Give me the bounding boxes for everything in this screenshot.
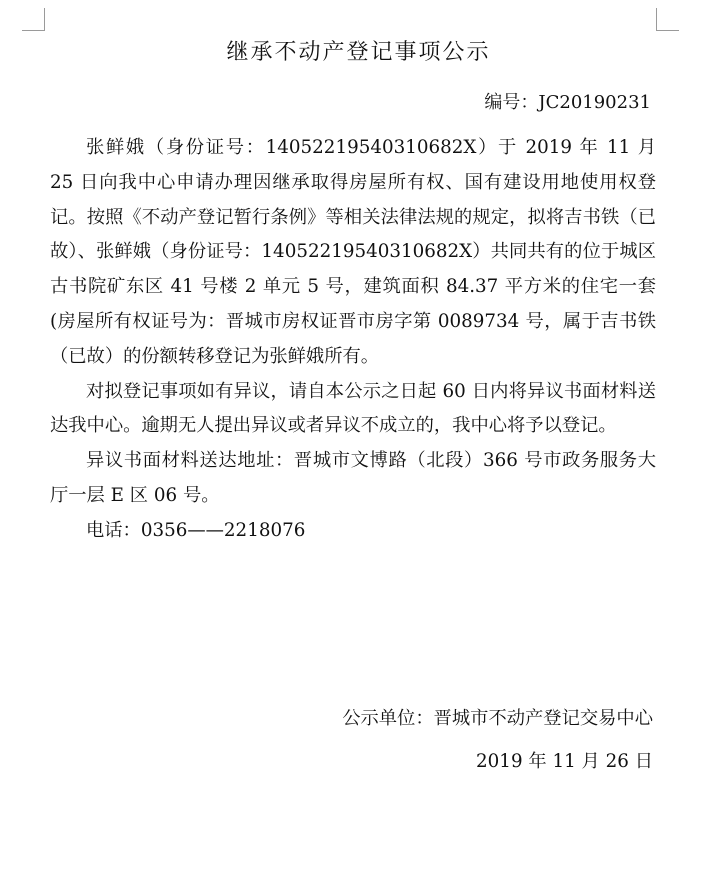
paragraph-objection-address: 异议书面材料送达地址：晋城市文博路（北段）366 号市政务服务大厅一层 E 区 06 号。	[50, 450, 656, 506]
paragraph-announcement: 张鲜娥（身份证号：14052219540310682X）于 2019 年 11 月 25 日向我中心申请办理因继承取得房屋所有权、国有建设用地使用权登记。按照《不动产登记暂行条例》等相关法律法规的规定，拟将吉书铁（已故）、张鲜娥（身份证号：14052219540310682X）共同共有的位于城区古书院矿东区 41 号楼 2 单元 5 号，建筑面积 84.37 平方米的住宅一套(房屋所有权证号为：晋城市房权证晋市房字第 0089734 号，属于吉书铁（已故）的份额转移登记为张鲜娥所有。	[50, 137, 656, 367]
document-body	[50, 131, 656, 549]
paragraph-phone: 电话：0356——2218076	[86, 519, 306, 541]
page-corner-mark-top-left	[22, 8, 45, 31]
date-line: 2019 年 11 月 26 日	[476, 751, 653, 772]
document-number: 编号：JC20190231	[484, 92, 651, 113]
paragraph-objection-notice: 对拟登记事项如有异议，请自本公示之日起 60 日内将异议书面材料送达我中心。逾期无人提出异议或者异议不成立的，我中心将予以登记。	[50, 380, 656, 437]
page-corner-mark-top-right	[656, 8, 679, 31]
document-title: 继承不动产登记事项公示	[226, 40, 491, 65]
publisher-line: 公示单位：晋城市不动产登记交易中心	[342, 708, 653, 729]
